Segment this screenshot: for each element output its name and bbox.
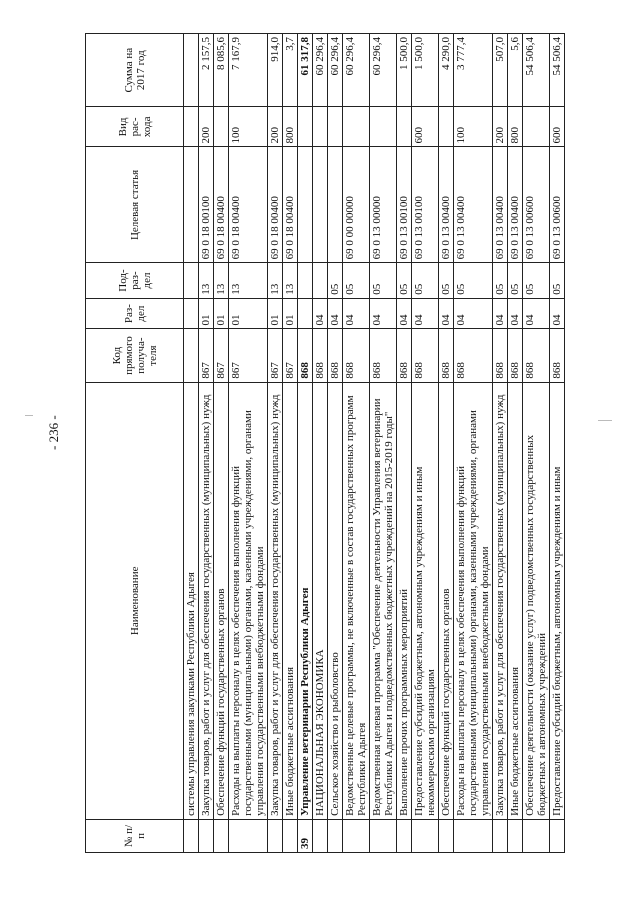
- cell-no: [199, 819, 214, 852]
- cell-razdel: 04: [523, 298, 550, 329]
- cell-no: [184, 819, 199, 852]
- cell-summa: [184, 34, 199, 107]
- table-row: [412, 34, 439, 853]
- cell-razdel: 04: [313, 298, 328, 329]
- cell-razdel: 04: [550, 298, 565, 329]
- table-row: [343, 34, 370, 853]
- cell-podrazdel: [313, 263, 328, 298]
- cell-summa: 2 157,5: [199, 34, 214, 107]
- cell-podrazdel: 05: [370, 263, 397, 298]
- cell-vid: [370, 107, 397, 147]
- cell-summa: 60 296,4: [328, 34, 343, 107]
- table-row: [523, 34, 550, 853]
- cell-name: Расходы на выплаты персоналу в целях обеспечения выполнения функций государственными (муниципальными) органами, казенными учреждениями, органами управления государственными внебюджетными фондами: [229, 382, 268, 819]
- cell-vid: [184, 107, 199, 147]
- cell-kod: 868: [439, 329, 454, 382]
- cell-statya: [184, 147, 199, 263]
- cell-kod: 867: [283, 329, 298, 382]
- cell-name: Ведомственные целевые программы, не включенные в состав государственных программ Республики Адыгея: [343, 382, 370, 819]
- cell-podrazdel: 05: [343, 263, 370, 298]
- cell-podrazdel: 13: [229, 263, 268, 298]
- header-vid: Вид рас-хода: [86, 107, 184, 147]
- cell-vid: 200: [493, 107, 508, 147]
- table-row: [268, 34, 283, 853]
- cell-kod: 868: [328, 329, 343, 382]
- cell-razdel: 04: [439, 298, 454, 329]
- header-name: Наименование: [86, 382, 184, 819]
- cell-summa: 5,6: [508, 34, 523, 107]
- cell-name: НАЦИОНАЛЬНАЯ ЭКОНОМИКА: [313, 382, 328, 819]
- cell-kod: 868: [508, 329, 523, 382]
- cell-podrazdel: 13: [214, 263, 229, 298]
- cell-no: [493, 819, 508, 852]
- cell-razdel: 04: [328, 298, 343, 329]
- cell-razdel: [184, 298, 199, 329]
- cell-summa: 914,0: [268, 34, 283, 107]
- cell-statya: 69 0 13 00400: [454, 147, 493, 263]
- cell-kod: 868: [454, 329, 493, 382]
- cell-vid: [328, 107, 343, 147]
- cell-kod: 867: [268, 329, 283, 382]
- cell-vid: 800: [283, 107, 298, 147]
- cell-vid: 100: [229, 107, 268, 147]
- cell-podrazdel: 05: [328, 263, 343, 298]
- table-body: [184, 34, 565, 853]
- cell-summa: 60 296,4: [343, 34, 370, 107]
- cell-razdel: 01: [214, 298, 229, 329]
- cell-statya: 69 0 13 00400: [493, 147, 508, 263]
- cell-statya: 69 0 18 00400: [268, 147, 283, 263]
- cell-statya: 69 0 13 00400: [508, 147, 523, 263]
- cell-vid: 600: [550, 107, 565, 147]
- budget-table-sheet: [85, 33, 612, 853]
- cell-razdel: 04: [454, 298, 493, 329]
- cell-no: [229, 819, 268, 852]
- table-row: [508, 34, 523, 853]
- cell-name: Закупка товаров, работ и услуг для обеспечения государственных (муниципальных) нужд: [268, 382, 283, 819]
- table-row: [493, 34, 508, 853]
- cell-statya: 69 0 18 00400: [214, 147, 229, 263]
- cell-name: Выполнение прочих программных мероприятий: [397, 382, 412, 819]
- cell-podrazdel: 05: [454, 263, 493, 298]
- table-row: [283, 34, 298, 853]
- cell-kod: 868: [313, 329, 328, 382]
- cell-kod: 868: [298, 329, 313, 382]
- cell-summa: 8 085,6: [214, 34, 229, 107]
- cell-no: [454, 819, 493, 852]
- cell-kod: 868: [343, 329, 370, 382]
- cell-vid: [313, 107, 328, 147]
- cell-razdel: 04: [370, 298, 397, 329]
- cell-summa: 7 167,9: [229, 34, 268, 107]
- cell-no: [313, 819, 328, 852]
- cell-summa: 3 777,4: [454, 34, 493, 107]
- header-podrazdel: Под-раз-дел: [86, 263, 184, 298]
- cell-name: Иные бюджетные ассигнования: [283, 382, 298, 819]
- cell-summa: 1 500,0: [412, 34, 439, 107]
- cell-podrazdel: 05: [523, 263, 550, 298]
- table-header-row: [86, 34, 184, 853]
- cell-kod: 868: [370, 329, 397, 382]
- cell-no: [439, 819, 454, 852]
- header-razdel: Раз-дел: [86, 298, 184, 329]
- cell-vid: 800: [508, 107, 523, 147]
- cell-statya: [313, 147, 328, 263]
- cell-name: Предоставление субсидий бюджетным, автономным учреждениям и иным: [550, 382, 565, 819]
- cell-podrazdel: 05: [508, 263, 523, 298]
- cell-name: Сельское хозяйство и рыболовство: [328, 382, 343, 819]
- cell-statya: [328, 147, 343, 263]
- header-kod: Код прямого получа-теля: [86, 329, 184, 382]
- cell-statya: 69 0 00 00000: [343, 147, 370, 263]
- cell-statya: 69 0 18 00100: [199, 147, 214, 263]
- cell-statya: 69 0 13 00100: [397, 147, 412, 263]
- cell-kod: 868: [493, 329, 508, 382]
- cell-kod: 867: [199, 329, 214, 382]
- cell-razdel: 04: [343, 298, 370, 329]
- cell-statya: 69 0 18 00400: [283, 147, 298, 263]
- cell-summa: 54 506,4: [550, 34, 565, 107]
- cell-razdel: 04: [493, 298, 508, 329]
- cell-vid: [523, 107, 550, 147]
- cell-podrazdel: 13: [268, 263, 283, 298]
- cell-podrazdel: [184, 263, 199, 298]
- cell-podrazdel: [298, 263, 313, 298]
- cell-name: Управление ветеринарии Республики Адыгея: [298, 382, 313, 819]
- cell-vid: [343, 107, 370, 147]
- budget-table: [85, 33, 565, 853]
- cell-podrazdel: 05: [397, 263, 412, 298]
- cell-vid: [298, 107, 313, 147]
- table-row: [550, 34, 565, 853]
- cell-summa: 507,0: [493, 34, 508, 107]
- cell-no: [508, 819, 523, 852]
- cell-statya: 69 0 13 00400: [439, 147, 454, 263]
- cell-statya: 69 0 13 00600: [550, 147, 565, 263]
- cell-no: [370, 819, 397, 852]
- table-row: [313, 34, 328, 853]
- cell-no: [283, 819, 298, 852]
- cell-razdel: 01: [268, 298, 283, 329]
- cell-kod: 868: [397, 329, 412, 382]
- cell-kod: 868: [550, 329, 565, 382]
- scan-mark-top: [25, 415, 33, 416]
- cell-razdel: 04: [412, 298, 439, 329]
- header-no: № п/п: [86, 819, 184, 852]
- cell-summa: 60 296,4: [370, 34, 397, 107]
- cell-name: Ведомственная целевая программа "Обеспечение деятельности Управления ветеринарии Республики Адыгея и подведомственных бюджетных учреждений на 2015-2019 годы": [370, 382, 397, 819]
- table-row: [229, 34, 268, 853]
- cell-no: [397, 819, 412, 852]
- cell-vid: 100: [454, 107, 493, 147]
- cell-name: Обеспечение функций государственных органов: [439, 382, 454, 819]
- table-row: [199, 34, 214, 853]
- cell-no: [412, 819, 439, 852]
- cell-no: [343, 819, 370, 852]
- cell-razdel: 04: [397, 298, 412, 329]
- cell-statya: 69 0 13 00100: [412, 147, 439, 263]
- page-number: - 236 -: [46, 415, 61, 450]
- cell-podrazdel: 05: [412, 263, 439, 298]
- table-row: [214, 34, 229, 853]
- table-row: [184, 34, 199, 853]
- cell-summa: 1 500,0: [397, 34, 412, 107]
- header-statya: Целевая статья: [86, 147, 184, 263]
- cell-kod: 867: [214, 329, 229, 382]
- cell-statya: 69 0 13 00600: [523, 147, 550, 263]
- table-row: [370, 34, 397, 853]
- header-summa: Сумма на 2017 год: [86, 34, 184, 107]
- cell-vid: 200: [199, 107, 214, 147]
- table-row: [298, 34, 313, 853]
- cell-vid: [439, 107, 454, 147]
- cell-no: [268, 819, 283, 852]
- cell-summa: 3,7: [283, 34, 298, 107]
- cell-name: Предоставление субсидий бюджетным, автономным учреждениям и иным некоммерческим организациям: [412, 382, 439, 819]
- table-row: [328, 34, 343, 853]
- cell-razdel: 04: [508, 298, 523, 329]
- cell-kod: [184, 329, 199, 382]
- cell-no: 39: [298, 819, 313, 852]
- cell-summa: 54 506,4: [523, 34, 550, 107]
- cell-no: [523, 819, 550, 852]
- cell-vid: [397, 107, 412, 147]
- cell-vid: 600: [412, 107, 439, 147]
- cell-kod: 867: [229, 329, 268, 382]
- cell-name: Обеспечение деятельности (оказание услуг) подведомственных государственных бюджетных и автономных учреждений: [523, 382, 550, 819]
- cell-podrazdel: 13: [199, 263, 214, 298]
- cell-vid: [214, 107, 229, 147]
- cell-podrazdel: 05: [493, 263, 508, 298]
- table-row: [454, 34, 493, 853]
- cell-podrazdel: 13: [283, 263, 298, 298]
- cell-kod: 868: [412, 329, 439, 382]
- cell-summa: 60 296,4: [313, 34, 328, 107]
- cell-summa: 61 317,8: [298, 34, 313, 107]
- cell-name: Закупка товаров, работ и услуг для обеспечения государственных (муниципальных) нужд: [199, 382, 214, 819]
- cell-kod: 868: [523, 329, 550, 382]
- cell-name: Закупка товаров, работ и услуг для обеспечения государственных (муниципальных) нужд: [493, 382, 508, 819]
- cell-no: [550, 819, 565, 852]
- cell-name: Расходы на выплаты персоналу в целях обеспечения выполнения функций государственными (муниципальными) органами, казенными учреждениями, органами управления государственными внебюджетными фондами: [454, 382, 493, 819]
- cell-statya: 69 0 18 00400: [229, 147, 268, 263]
- cell-razdel: 01: [283, 298, 298, 329]
- cell-vid: 200: [268, 107, 283, 147]
- cell-razdel: [298, 298, 313, 329]
- cell-statya: [298, 147, 313, 263]
- cell-podrazdel: 05: [550, 263, 565, 298]
- table-row: [397, 34, 412, 853]
- cell-summa: 4 290,0: [439, 34, 454, 107]
- cell-statya: 69 0 13 00000: [370, 147, 397, 263]
- cell-name: Иные бюджетные ассигнования: [508, 382, 523, 819]
- cell-razdel: 01: [199, 298, 214, 329]
- table-row: [439, 34, 454, 853]
- cell-name: Обеспечение функций государственных органов: [214, 382, 229, 819]
- cell-podrazdel: 05: [439, 263, 454, 298]
- cell-razdel: 01: [229, 298, 268, 329]
- cell-no: [214, 819, 229, 852]
- cell-name: системы управления закупками Республики Адыгея: [184, 382, 199, 819]
- cell-no: [328, 819, 343, 852]
